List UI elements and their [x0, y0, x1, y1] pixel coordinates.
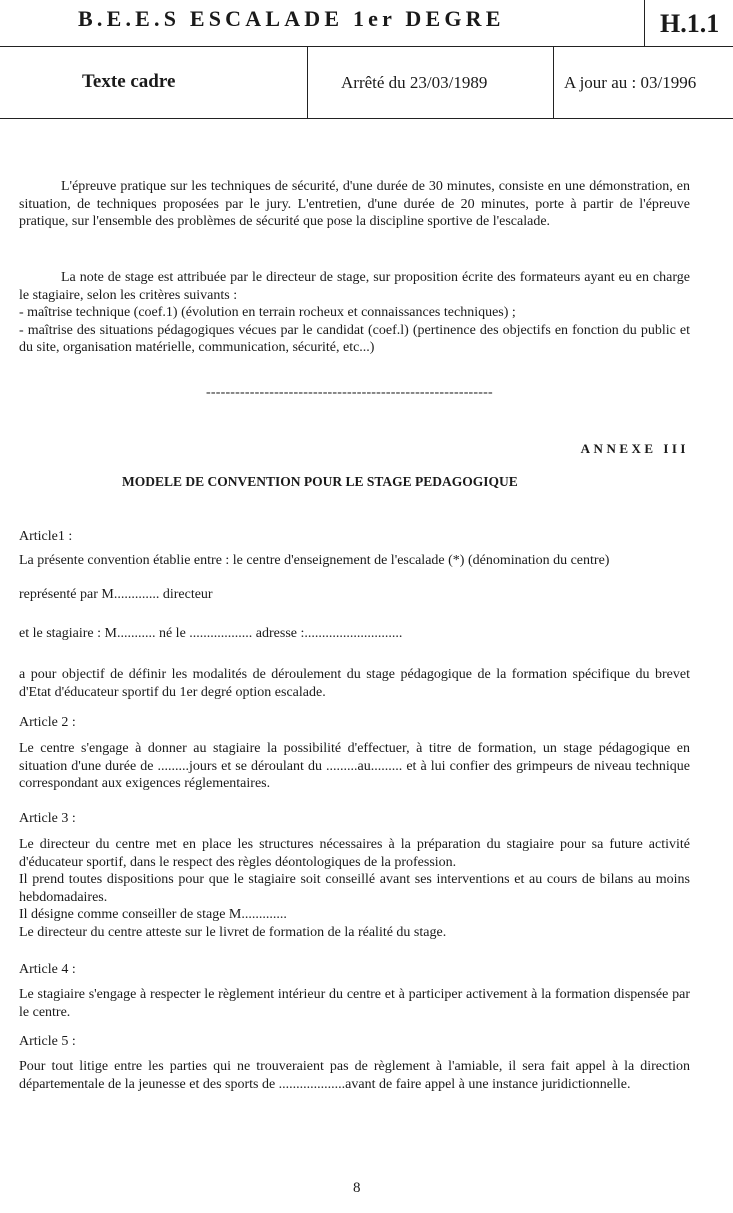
update-cell [554, 47, 733, 119]
page-number: 8 [353, 1180, 361, 1196]
article-1-objectif: a pour objectif de définir les modalités de déroulement du stage pédagogique de la formation spécifique du brevet d'Etat d'éducateur sportif du 1er degré option escalade. [19, 667, 690, 700]
doc-type: Texte cadre [82, 71, 176, 92]
criteria-item-1: - maîtrise technique (coef.1) (évolution en terrain rocheux et connaissances techniques) ; [19, 305, 516, 320]
article-1-represent: représenté par M............. directeur [19, 587, 213, 602]
article-3-text-4: Le directeur du centre atteste sur le livret de formation de la réalité du stage. [19, 924, 447, 940]
modele-title: MODELE DE CONVENTION POUR LE STAGE PEDAGOGIQUE [122, 474, 518, 489]
document-title: B.E.E.S ESCALADE 1er DEGRE [78, 6, 505, 31]
document-code-cell [645, 0, 733, 47]
article-5-text: Pour tout litige entre les parties qui ne trouveraient pas de règlement à l'amiable, il sera fait appel à la direction départementale de la jeunesse et des sports de ...................avant de faire appel à une instance juridictionnelle. [19, 1059, 690, 1092]
arrete-cell [308, 47, 554, 119]
update-date: A jour au : 03/1996 [564, 73, 697, 92]
doc-type-cell [0, 47, 308, 119]
document-code: H.1.1 [660, 9, 720, 38]
article-2-heading: Article 2 : [19, 715, 76, 730]
article-3-text-2: Il prend toutes dispositions pour que le stagiaire soit conseillé avant ses interventions et au cours de bilans au moins hebdomadaires. [19, 872, 690, 905]
article-1-parties: La présente convention établie entre : le centre d'enseignement de l'escalade (*) (dénomination du centre) [19, 553, 610, 568]
article-5-heading: Article 5 : [19, 1034, 76, 1049]
article-1-heading: Article1 : [19, 529, 73, 544]
intro-paragraph-2-text: La note de stage est attribuée par le directeur de stage, sur proposition écrite des formateurs ayant eu en charge le stagiaire, selon les critères suivants : [19, 270, 690, 303]
separator-line: ----------------------------------------------------------- [206, 385, 493, 400]
article-4-heading: Article 4 : [19, 962, 76, 977]
intro-paragraph-2 [19, 269, 690, 357]
document-title-cell [0, 0, 645, 47]
intro-paragraph-1: L'épreuve pratique sur les techniques de sécurité, d'une durée de 30 minutes, consiste en une démonstration, en situation, de techniques proposées par le jury. L'entretien, d'une durée de 20 minutes, porte à partir de l'épreuve pratique, sur l'ensemble des problèmes de sécurité que pose la discipline sportive de l'escalade. [19, 179, 690, 229]
criteria-item-2: - maîtrise des situations pédagogiques vécues par le candidat (coef.l) (pertinence des objectifs en fonction du public et du site, organisation matérielle, communication, sécurité, etc...) [19, 322, 690, 355]
annexe-heading: ANNEXE III [580, 441, 689, 456]
article-3-text-1: Le directeur du centre met en place les structures nécessaires à la préparation du stagiaire pour sa future activité d'éducateur sportif, dans le respect des règles déontologiques de la profession. [19, 837, 690, 870]
article-4-text: Le stagiaire s'engage à respecter le règlement intérieur du centre et à participer activement à la formation dispensée par le centre. [19, 987, 690, 1020]
article-3-body [19, 836, 690, 941]
article-1-stagiaire: et le stagiaire : M........... né le .................. adresse :............................ [19, 626, 403, 641]
article-3-text-3: Il désigne comme conseiller de stage M............. [19, 907, 287, 922]
article-2-text: Le centre s'engage à donner au stagiaire la possibilité d'effectuer, à titre de formation, un stage pédagogique en situation d'une durée de .........jours et se déroulant du .........au......... et à lui confier des grimpeurs de niveau technique correspondant aux exigences réglementaires. [19, 741, 690, 791]
arrete-date: Arrêté du 23/03/1989 [341, 73, 488, 92]
article-3-heading: Article 3 : [19, 811, 76, 826]
